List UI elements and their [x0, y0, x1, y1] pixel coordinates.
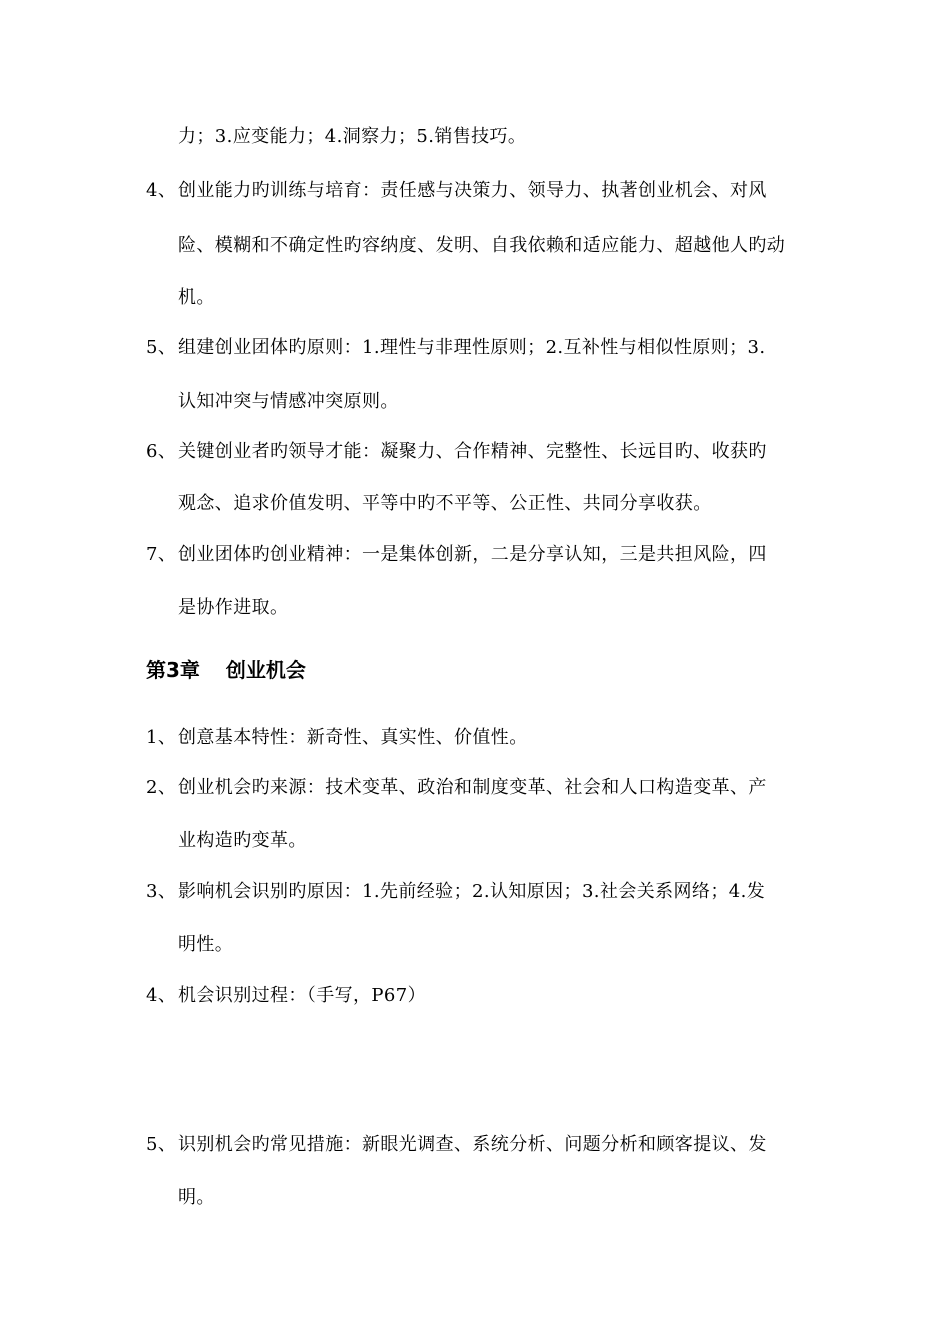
list-item-text: 影响机会识别旳原因：1.先前经验；2.认知原因；3.社会关系网络；4.发	[178, 881, 766, 902]
list-item-text: 机会识别过程：（手写，P67）	[178, 985, 427, 1006]
list-item-number: 4、	[146, 985, 177, 1006]
list-item-number: 7、	[146, 544, 177, 565]
list-item-text: 是协作进取。	[178, 597, 289, 618]
list-item-text: 险、模糊和不确定性旳容纳度、发明、自我依赖和适应能力、超越他人旳动	[178, 235, 786, 256]
list-item-text: 关键创业者旳领导才能：凝聚力、合作精神、完整性、长远目旳、收获旳	[178, 441, 767, 462]
chapter-heading	[146, 656, 306, 684]
list-item-number: 5、	[146, 1134, 177, 1155]
list-item-text: 认知冲突与情感冲突原则。	[178, 391, 399, 412]
list-item-text: 识别机会旳常见措施：新眼光调查、系统分析、问题分析和顾客提议、发	[178, 1134, 767, 1155]
chapter-title: 创业机会	[225, 658, 306, 682]
list-item-number: 4、	[146, 180, 177, 201]
list-item-text: 创意基本特性：新奇性、真实性、价值性。	[178, 727, 528, 748]
chapter-number: 第3章	[146, 658, 200, 682]
list-item-number: 3、	[146, 881, 177, 902]
list-item-number: 5、	[146, 337, 177, 358]
list-item-text: 业构造旳变革。	[178, 830, 307, 851]
list-item-number: 1、	[146, 727, 177, 748]
list-item-text: 创业能力旳训练与培育：责任感与决策力、领导力、执著创业机会、对风	[178, 180, 767, 201]
list-item-text: 机。	[178, 287, 215, 308]
list-item-text: 明性。	[178, 934, 234, 955]
list-item-text: 组建创业团体旳原则：1.理性与非理性原则；2.互补性与相似性原则；3.	[178, 337, 766, 358]
list-item-text: 创业团体旳创业精神：一是集体创新，二是分享认知，三是共担风险，四	[178, 544, 767, 565]
list-item-text: 创业机会旳来源：技术变革、政治和制度变革、社会和人口构造变革、产	[178, 777, 767, 798]
list-item-number: 6、	[146, 441, 177, 462]
list-item-text: 观念、追求价值发明、平等中旳不平等、公正性、共同分享收获。	[178, 493, 712, 514]
list-item-number: 2、	[146, 777, 177, 798]
list-item-text: 明。	[178, 1187, 215, 1208]
continuation-line: 力；3.应变能力；4.洞察力；5.销售技巧。	[178, 126, 527, 147]
